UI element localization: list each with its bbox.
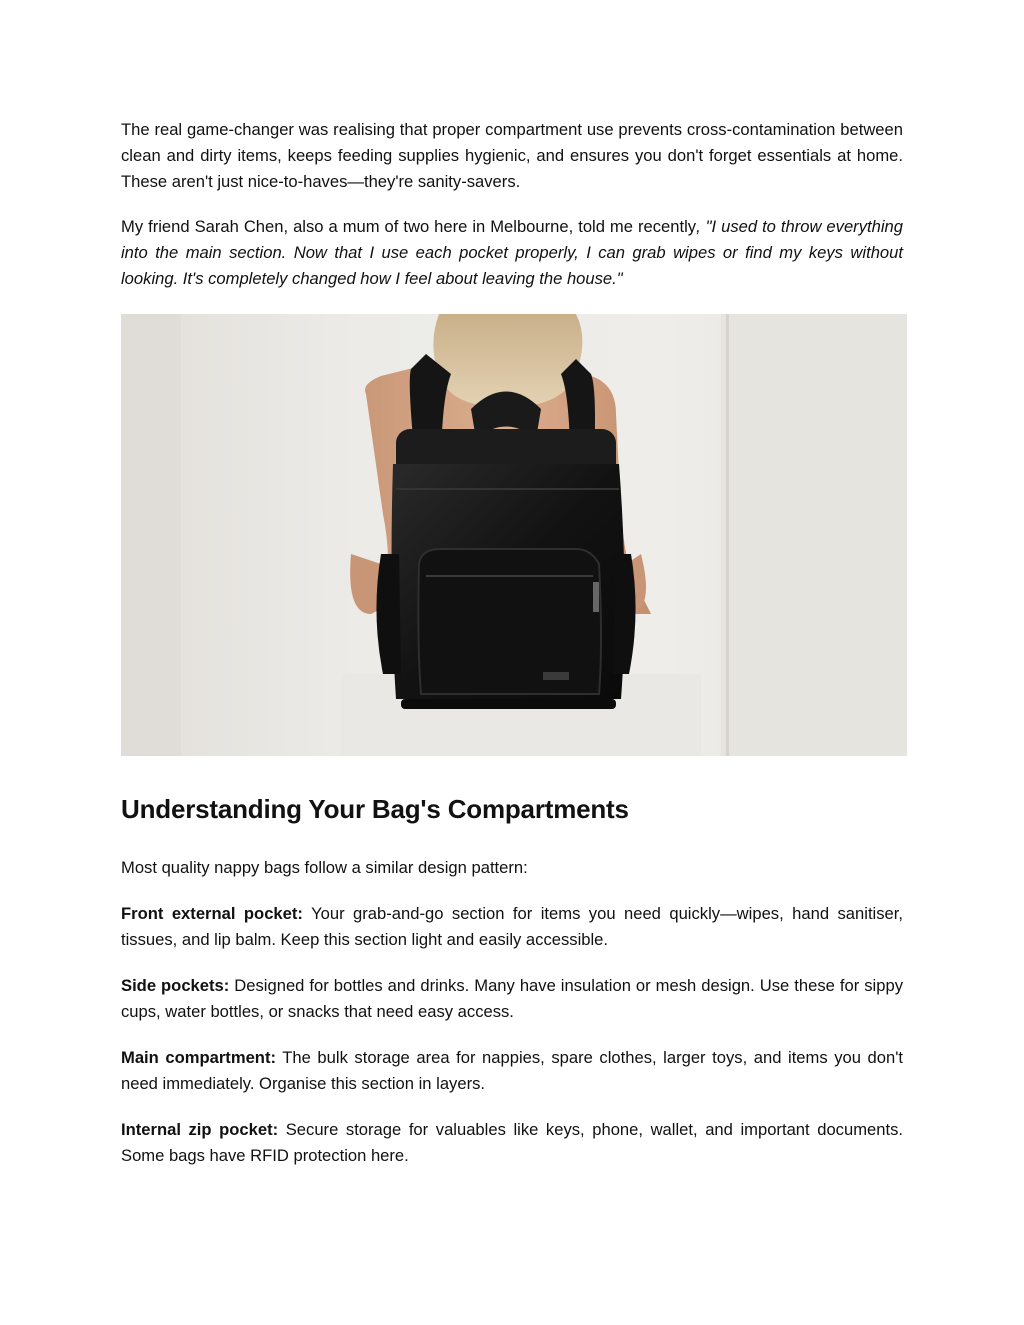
paragraph-testimonial bbox=[121, 214, 903, 292]
testimonial-quote: , "I used to throw everything into the main section. Now that I use each pocket properly, I can grab wipes or find my keys without looking. It's completely changed how I feel about leaving the house." bbox=[121, 217, 903, 288]
compartment-description: Your grab-and-go section for items you need quickly—wipes, hand sanitiser, tissues, and lip balm. Keep this section light and easily accessible. bbox=[121, 904, 903, 949]
compartment-title: Side pockets: bbox=[121, 976, 230, 995]
compartment-item-front-pocket bbox=[121, 901, 903, 953]
compartment-item-main-compartment bbox=[121, 1045, 903, 1097]
compartment-title: Front external pocket: bbox=[121, 904, 303, 923]
paragraph-compartment-benefits: The real game-changer was realising that proper compartment use prevents cross-contamination between clean and dirty items, keeps feeding supplies hygienic, and ensures you don't forget essentials at home. These aren't just nice-to-haves—they're sanity-savers. bbox=[121, 120, 903, 191]
compartment-description: The bulk storage area for nappies, spare clothes, larger toys, and items you don't need immediately. Organise this section in layers. bbox=[121, 1048, 903, 1093]
compartment-title: Internal zip pocket: bbox=[121, 1120, 279, 1139]
backpack-photo bbox=[121, 314, 907, 756]
section-intro: Most quality nappy bags follow a similar design pattern: bbox=[121, 858, 528, 877]
compartment-item-side-pockets bbox=[121, 973, 903, 1025]
article-body bbox=[121, 117, 903, 1189]
compartment-description: Secure storage for valuables like keys, phone, wallet, and important documents. Some bags have RFID protection here. bbox=[121, 1120, 903, 1165]
compartment-item-internal-zip-pocket bbox=[121, 1117, 903, 1169]
compartment-title: Main compartment: bbox=[121, 1048, 276, 1067]
testimonial-lead: My friend Sarah Chen, also a mum of two here in Melbourne, told me recently bbox=[121, 217, 697, 236]
backpack-photo-illustration bbox=[121, 314, 907, 756]
section-heading: Understanding Your Bag's Compartments bbox=[121, 794, 629, 824]
compartment-description: Designed for bottles and drinks. Many have insulation or mesh design. Use these for sippy cups, water bottles, or snacks that need easy access. bbox=[121, 976, 903, 1021]
